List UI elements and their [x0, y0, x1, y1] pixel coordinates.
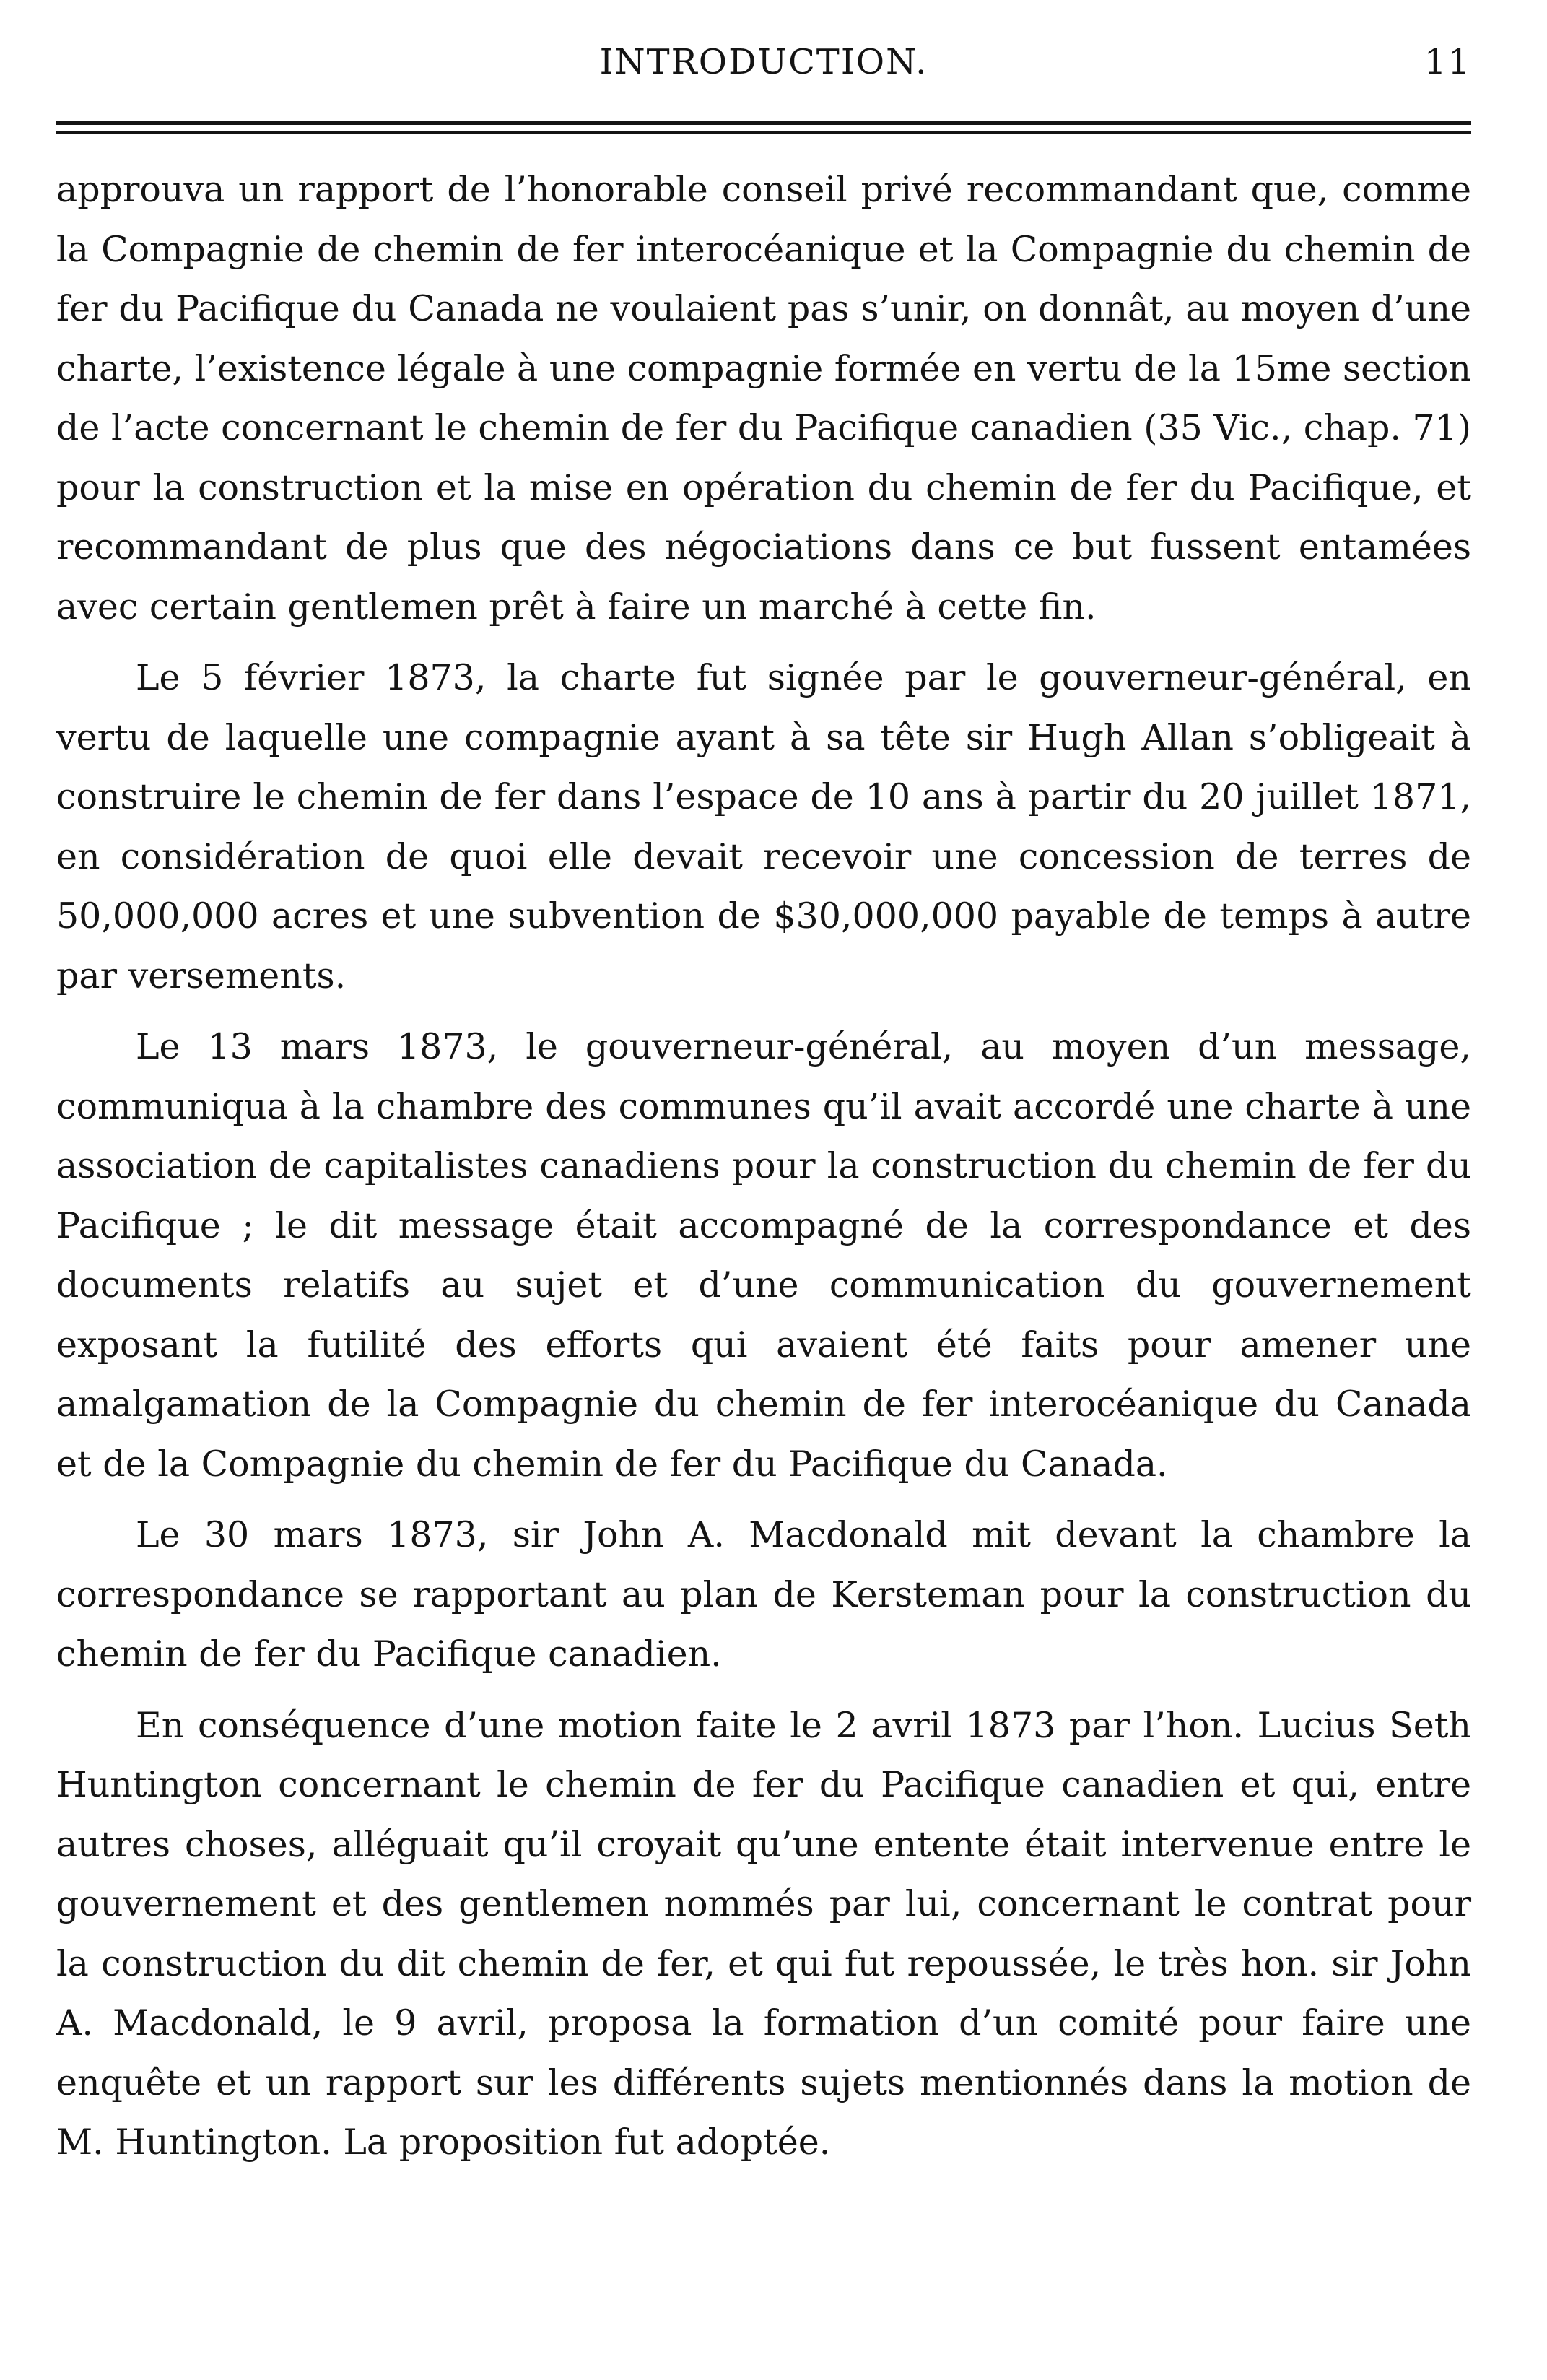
page-number: 11	[1424, 42, 1471, 82]
paragraph: Le 13 mars 1873, le gouverneur-général, au moyen d’un message, communiqua à la chambre des communes qu’il avait accordé une charte à une association de capitalistes canadiens pour la construction du chemin de fer du Pacifique ; le dit message était accompagné de la correspondance et des documents relatifs au sujet et d’une communication du gouvernement exposant la futilité des efforts qui avaient été faits pour amener une amalgamation de la Compagnie du chemin de fer interocéanique du Canada et de la Compagnie du chemin de fer du Pacifique du Canada.	[56, 1026, 1471, 1485]
header-rule-thick	[56, 121, 1471, 125]
running-head	[56, 42, 1471, 92]
body-text	[56, 160, 1471, 2184]
document-page	[56, 0, 1471, 2380]
paragraph: approuva un rapport de l’honorable conseil privé recommandant que, comme la Compagnie de chemin de fer interocéanique et la Compagnie du chemin de fer du Pacifique du Canada ne voulaient pas s’unir, on donnât, au moyen d’une charte, l’existence légale à une compagnie formée en vertu de la 15me section de l’acte concernant le chemin de fer du Pacifique canadien (35 Vic., chap. 71) pour la construction et la mise en opération du chemin de fer du Pacifique, et recommandant de plus que des négociations dans ce but fussent entamées avec certain gentlemen prêt à faire un marché à cette fin.	[56, 169, 1471, 627]
header-rule-thin	[56, 131, 1471, 134]
paragraph: Le 30 mars 1873, sir John A. Macdonald mit devant la chambre la correspondance se rapportant au plan de Kersteman pour la construction du chemin de fer du Pacifique canadien.	[56, 1514, 1471, 1675]
page-title: INTRODUCTION.	[599, 42, 928, 82]
paragraph: En conséquence d’une motion faite le 2 avril 1873 par l’hon. Lucius Seth Huntington concernant le chemin de fer du Pacifique canadien et qui, entre autres choses, alléguait qu’il croyait qu’une entente était intervenue entre le gouvernement et des gentlemen nommés par lui, concernant le contrat pour la construction du dit chemin de fer, et qui fut repoussée, le très hon. sir John A. Macdonald, le 9 avril, proposa la formation d’un comité pour faire une enquête et un rapport sur les différents sujets mentionnés dans la motion de M. Huntington. La proposition fut adoptée.	[56, 1704, 1471, 2163]
paragraph: Le 5 février 1873, la charte fut signée par le gouverneur-général, en vertu de laquelle une compagnie ayant à sa tête sir Hugh Allan s’obligeait à construire le chemin de fer dans l’espace de 10 ans à partir du 20 juillet 1871, en considération de quoi elle devait recevoir une concession de terres de 50,000,000 acres et une subvention de $30,000,000 payable de temps à autre par versements.	[56, 657, 1471, 996]
